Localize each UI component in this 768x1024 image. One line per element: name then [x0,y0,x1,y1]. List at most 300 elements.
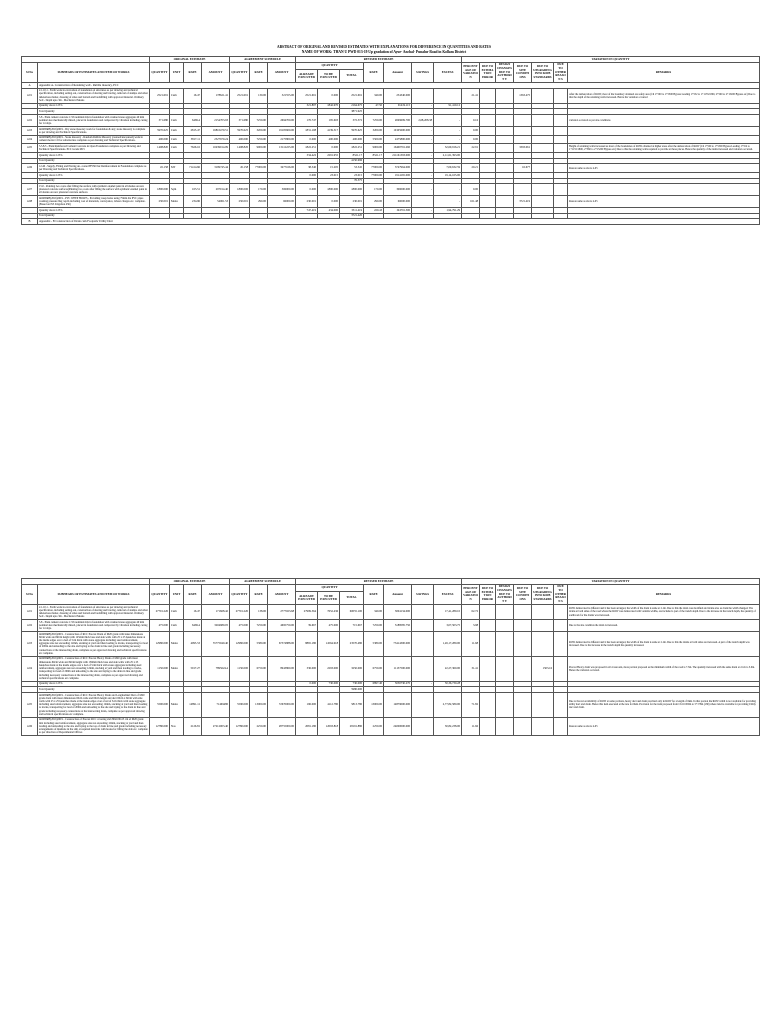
agmt-amount: 8943860.00 [268,656,296,681]
revised-amount: 2699699.700 [384,115,412,127]
remarks: variation occurred as per site conditions [568,115,760,127]
due-estimation [480,620,496,632]
savings [412,88,434,103]
orig-rate: 71414.66 [184,164,202,173]
agmt-quantity: 371.680 [230,115,250,127]
design-changes [496,604,514,619]
revised-rate: 77000.00 [364,164,384,173]
remarks: Precast Heavy drain was proposed in all crossroads, more portion proposed as the minimum width of the road is 7.3m. The quantity increased with the same drain at 2.1m to 3.0m. Hence the variation occurred. [568,656,760,681]
item-description: Total Quantity [38,213,150,219]
orig-rate: 16.47 [184,88,202,103]
orig-amount: 178621.41 [202,88,230,103]
agmt-quantity: 45.158 [230,164,250,173]
savings [412,164,434,173]
col-design-changes: DESIGN CHANGES DUE TO AUTHORIT Y [497,584,512,603]
agmt-amount: 2175800.00 [268,135,296,144]
orig-rate: 4095.53 [184,631,202,656]
unit: Cum [170,135,184,144]
revised-total: 3311.419 [340,208,364,214]
excess: 3,07,503.75 [434,620,462,632]
excess: - [434,126,462,135]
col-percent-variation: PERCENT AGE OF VARIATION [462,584,480,604]
item-description: Total Quantity [38,158,150,164]
revised-amount: 3747964.000 [384,164,412,173]
already-executed: 176.747 [296,115,318,127]
already-executed: 38.340 [296,164,318,173]
agmt-rate: 13000.00 [250,692,268,717]
agmt-amount: 2777023.68 [268,604,296,619]
due-site [514,126,532,135]
agmt-amount: 72670000.00 [268,692,296,717]
already-executed: 334.422 [296,152,318,158]
agmt-rate: 170.00 [250,184,268,196]
remarks [568,184,760,196]
agmt-quantity: 400.000 [230,135,250,144]
revised-rate: 6897.40 [364,681,384,687]
unit: Sqm [170,184,184,196]
to-be-executed: 4139.517 [318,126,340,135]
orig-amount: 2154703.93 [202,115,230,127]
due-other [554,631,568,656]
orig-amount: 297914.40 [202,184,230,196]
savings: - [412,681,434,687]
revised-total: 2521.691 [340,88,364,103]
agmt-quantity: 1800.000 [230,184,250,196]
agmt-amount: 4695750.00 [268,620,296,632]
savings: - [412,103,434,109]
col-unit: UNIT [170,584,184,604]
savings [412,692,434,717]
due-kifb [532,604,554,619]
due-other [554,88,568,103]
header-row [22,62,760,70]
col-savings: SAVINGS [412,584,434,604]
savings: - [412,152,434,158]
agmt-rate: 7250.00 [250,115,268,127]
section-sno: B [22,219,38,225]
unit: Metre [170,631,184,656]
due-other [554,184,568,196]
agmt-rate: 130.00 [250,88,268,103]
col-remarks: REMARKS [568,62,760,82]
agmt-amount: 13112225.00 [268,144,296,153]
revised-amount: 306000.000 [384,184,412,196]
agmt-quantity: 475.000 [230,620,250,632]
revised-total: 8521.17 [340,152,364,158]
revised-rate: 77000.00 [364,172,384,178]
item-description: Quantity above 125% [38,103,150,109]
agmt-rate: 7250.00 [250,620,268,632]
due-estimation [480,604,496,619]
orig-amount: 10439914.09 [202,144,230,153]
unit: Metre [170,656,184,681]
due-kifb [532,144,554,153]
col-agmt-rate: RATE [250,62,268,82]
design-changes [496,184,514,196]
due-site [514,184,532,196]
due-kifb [532,184,554,196]
orig-quantity: 230.001 [150,196,170,208]
agmt-rate: 77000.00 [250,164,268,173]
design-changes [496,164,514,173]
col-to-be-executed: TO BE EXECUTED [318,592,340,604]
sno: 4.04 [22,135,38,144]
revised-total: 53.545 [340,164,364,173]
to-be-executed: 7652.436 [318,604,340,619]
sno: 4.05 [22,144,38,153]
group-variation-in-quantity: VARIATION IN QUANTITY [462,57,760,63]
savings: - [412,208,434,214]
revised-amount: 254340.000 [384,88,412,103]
item-row [22,620,760,632]
revised-rate: 3200.00 [364,126,384,135]
due-kifb [532,164,554,173]
item-description: Quantity above 125% [38,172,150,178]
excess: 1,94,791.29 [434,208,462,214]
design-changes [496,88,514,103]
sno: 4.04 [22,656,38,681]
orig-rate: 7626.16 [184,144,202,153]
due-kifb [532,717,554,735]
work-name: NAME OF WORK: THAN U PWD 013-19 Up gradation of Ayur- Anchal- Punalur Road in Kollam District [301,50,467,54]
revised-rate: 170.00 [364,184,384,196]
group-agreement-schedule: AGREEMENT SCHEDULE [230,579,296,585]
savings [412,656,434,681]
item-row [22,144,760,153]
item-row [22,656,760,681]
orig-rate: 6469.4 [184,115,202,127]
agmt-rate: 7250.00 [250,135,268,144]
excess: 2,11,61,393.00 [434,152,462,158]
agmt-quantity: 230.001 [230,196,250,208]
agmt-amount: 28755000.00 [268,717,296,735]
remarks [568,126,760,135]
revised-amount: 1914165.000 [384,172,412,178]
agmt-rate: 290.00 [250,196,268,208]
revised-amount: 24000000.000 [384,717,412,735]
abstract-table-1 [21,56,760,225]
variation-percent: 0.00 [462,126,480,135]
due-site [514,692,532,717]
revised-total: 715.667 [340,620,364,632]
orig-quantity: 12780.000 [150,717,170,735]
orig-amount: 7895624.4 [202,656,230,681]
item-description: 2.1.10.1 - Earth work in excavation of foundation of structures as per drawing and technical specification, including setting out, construction of shoring and bracing, removal of stumps and other deleterious matter, dressing of sides and bottom and backfilling with approved material. Ordinary Soil - Depth upto 3m - Mechanical Means [39,89,148,102]
due-other [554,692,568,717]
revised-amount: 19105600.000 [384,126,412,135]
due-estimation [480,115,496,127]
due-kifb: 1503.16 [532,656,554,681]
remarks: Due to the site condition the drain is increased. [568,620,760,632]
item-description: 5.8 - Plain cement concrete 1:3:6 nominal mix in foundation with crushed stone aggregate 40 mm nominal size mechanically mixed, placed in foundation and compacted by vibration including curing for 14 days. [38,620,150,632]
to-be-executed: 2293.000 [318,656,340,681]
col-sno: Sl No [22,62,38,82]
due-site: 3721.419 [514,196,532,208]
agmt-quantity: 27791.226 [230,604,250,619]
col-agmt-amount: AMOUNT [268,584,296,604]
agmt-amount: 3477166.00 [268,164,296,173]
excess: 50,36,730.28 [434,681,462,687]
revised-total: 5980.000 [340,687,364,693]
sno: 4.03 [22,126,38,135]
design-changes [496,115,514,127]
revised-total: 76.575 [340,178,364,184]
already-executed: 0.000 [296,135,318,144]
unit: Cum [170,144,184,153]
agmt-quantity: 12980.000 [230,631,250,656]
remarks: Due to the non availability of ROW at some portions, heavy duct and drain provided only in ROW for a length of 6km. In that portion the ROW width is not available for providing utility duct and drain. Hence this item executed at the rate for 6km. Provision for the item proposed from Ch 16 000m to 5+178m (180) where land is available for providing Utility duct and drain. [568,692,760,717]
col-remarks: REMARKS [568,584,760,604]
due-other [554,144,568,153]
revised-amount: 3004134.000 [384,604,412,619]
revised-amount: 66000.000 [384,196,412,208]
document-title: ABSTRACT OF ORIGINAL AND REVISED ESTIMATES WITH EXPLANATIONS FOR DIFFERENCE IN QUANTITIES AND RATES [277,45,491,49]
due-site [514,604,532,619]
col-due-upgrading: DUE TO UPGRADING INTO KIFB STANDARDS [532,584,554,604]
variation-percent: 20.21 [462,164,480,173]
due-kifb [532,88,554,103]
due-site [514,656,532,681]
item-description: mORT&H(2016)2019 - PVC WEEP HOLES - Providing weep holes using 75mm dia PVC pipes working pressure 6kg /sqcm including cost of materials, conveyance, labour charges etc. complete. (Based on IS5 Irrigation 456) [38,196,150,208]
savings [412,144,434,153]
design-changes [496,135,514,144]
orig-rate: 2815.47 [184,126,202,135]
agmt-quantity: 12780.000 [230,717,250,735]
item-description: mORT&H(2016)2019 - Construction of RCC Precast Heavy Drain and Longitudinal Duct of M20 grade drain with inner dimensions 60cm wide and 60cm height and duct 60cm x 60cm with side walls with 25 x 25 haunches made at the inside edges over a bed of 5cm thick with stone aggregate including steel reinforcement, aggregate size not exceeding 12mm, stacking at yard and then loading to trucks, transporting for lead of 200m and unloading to the site and laying to the drain in line and grade including necessary connections at the intersecting drain, complete as per approved drawing and technical specifications etc complete. [38,692,150,717]
revised-total: 372.372 [340,115,364,127]
due-kifb [532,135,554,144]
due-other [554,717,568,735]
revised-total: 23570.480 [340,631,364,656]
header-row [22,584,760,592]
already-executed: 230.001 [296,196,318,208]
orig-amount: 2327679.24 [202,135,230,144]
col-sno: Sl No [22,584,38,604]
revised-amount: 5036730.270 [384,681,412,687]
orig-quantity: 1408.820 [150,144,170,153]
already-executed: 747.419 [296,208,318,214]
agmt-quantity: 1150.000 [230,656,250,681]
unit: Cum [170,620,184,632]
due-estimation [480,164,496,173]
revised-total: 5970.625 [340,126,364,135]
to-be-executed: 1800.000 [318,184,340,196]
already-executed: 196.000 [296,692,318,717]
variation-percent: 161.48 [462,196,480,208]
due-estimation [480,184,496,196]
revised-total: 4150.996 [340,158,364,164]
orig-quantity: 45.158 [150,164,170,173]
excess: - [434,184,462,196]
already-executed: 0.000 [296,681,318,687]
excess: 19,14,165.00 [434,172,462,178]
already-executed: 0.000 [296,184,318,196]
agmt-rate: 138.00 [250,604,268,619]
group-original-estimate: ORIGINAL ESTIMATE [150,57,230,63]
revised-total: 3250.000 [340,656,364,681]
group-revised-estimate: REVISED ESTIMATE [296,57,462,63]
revised-total: 1800.000 [340,184,364,196]
excess: 32,60,916.21 [434,144,462,153]
revised-total: 23.015 [340,172,364,178]
design-changes [496,717,514,735]
revised-rate: 5380.00 [364,631,384,656]
col-revised-total: TOTAL [340,592,364,604]
group-revised-estimate: REVISED ESTIMATE [296,579,462,585]
orig-amount: 16810479.51 [202,126,230,135]
variation-percent: 0.16 [462,115,480,127]
orig-amount: 3204689.05 [202,620,230,632]
excess [434,88,462,103]
unit: Metre [170,692,184,717]
agmt-quantity: 1408.820 [230,144,250,153]
item-description: 2.1.10.1 - Earth work in excavation of foundation of structures as per drawing and technical specification, including setting out, construction of shoring and bracing, removal of stumps and other deleterious matter, dressing of sides and bottom and backfilling with approved material. Ordinary Soil - Depth upto 3m - Mechanical Means [39,605,148,619]
revised-rate: 47.50 [364,103,384,109]
sno: 4.05 [22,692,38,717]
revised-amount: 16400791.260 [384,144,412,153]
savings [412,631,434,656]
sno: 4.08 [22,196,38,208]
orig-quantity: 1800.000 [150,184,170,196]
sno: 4.02 [22,115,38,127]
already-executed: 321.897 [296,103,318,109]
to-be-executed: 0.000 [318,88,340,103]
orig-rate: 6469.4 [184,620,202,632]
savings [412,604,434,619]
col-due-estimation: DUE TO ESTIMA TION ERROR [480,584,496,604]
item-row [22,196,760,208]
col-agmt-quantity: QUANTITY [230,62,250,82]
variation-percent: 0.00 [462,184,480,196]
col-percent-variation: PERCENT AGE OF VARIATION [462,62,480,82]
col-already-executed: ALREADY EXECUTED [296,592,318,604]
orig-rate: 5817.11 [184,135,202,144]
revised-amount: 11137500.000 [384,656,412,681]
orig-amount: 71469480 [202,692,230,717]
orig-rate: 165.51 [184,184,202,196]
col-due-site: DUE TO SITE CONDITIONS [514,62,532,82]
remarks: Reason same as above 4.05 [568,717,760,735]
sno: 4.07 [22,184,38,196]
col-design-changes: DESIGN CHANGES DUE TO AUTHORIT Y [497,62,512,81]
col-agmt-quantity: QUANTITY [230,584,250,604]
due-site [514,115,532,127]
revised-amount: 14879000.000 [384,692,412,717]
agmt-quantity: 5590.000 [230,692,250,717]
section-label: Appendix A- Construction of Retaining wall - Rubble masonry, PCC [38,82,760,88]
sno: 4.02 [22,620,38,632]
excess: - [434,196,462,208]
orig-quantity: 5590.000 [150,692,170,717]
due-site [514,631,532,656]
col-due-other: DUE TO OTHER REASON S [555,62,566,81]
remarks [568,135,760,144]
due-other [554,620,568,632]
design-changes [496,620,514,632]
agmt-rate: 9000.00 [250,144,268,153]
item-description: Quantity above 125% [38,152,150,158]
due-estimation [480,196,496,208]
due-kifb [532,631,554,656]
item-description: 12.40 - Supply, Fitting and Placing un- coated HYSD bar Reinforcement in Foundation complete as per Drawing and Technical Specifications. [38,164,150,173]
sno: 4.06 [22,717,38,735]
variation-percent: 71.82 [462,692,480,717]
item-description: 15.0 - Pointing two coats after filling the surface with synthetic enamel paint in all shades on new plastered concrete surfaces(Painting two coats after filling the surface with synthetic enamel paint in all shades on new plastered concrete surfaces [38,184,150,196]
variation-percent: 31.41 [462,656,480,681]
col-revised-total: TOTAL [340,70,364,82]
revised-total: 1822.251 [340,144,364,153]
remarks: ROW demarcated is different and it has been arranged, the width of the drain is same at 2.1m. Due to this the drain was modified and drains also as drain the width changed. The drains at both sides of the road where the ROW was demarcated with variable widths, are included a part of the trench depth. Due to the increase in the trench depth, the quantity of earthwork for the drains was increased. [568,604,760,619]
savings: - [412,172,434,178]
item-description: mORT&H(2016)2019 - Stone masonry - Random Rubble Masonry (coursed/uncoursed) work in cement mortar 1:6 for substructure complete as per drawing and Technical Specifications. [38,135,150,144]
revised-total: 28191.880 [340,717,364,735]
revised-total: 230.001 [340,196,364,208]
orig-rate: 14891.11 [184,692,202,717]
col-excess: EXCESS [434,62,462,82]
variation-percent: 11.68 [462,631,480,656]
excess: 1,26,17,280.00 [434,631,462,656]
unit: Cum [170,88,184,103]
remarks: Reason same as above 4.05 [568,196,760,208]
already-executed: 1831.108 [296,126,318,135]
col-due-upgrading: DUE TO UPGRADING INTO KIFB STANDARDS [532,62,554,82]
to-be-executed: 0.000 [318,144,340,153]
item-description: 5.5.8.3 - Plain/Reinforced Cement Concrete in Open Foundation complete as per Drawing and Technical Specifications. PCC Grade M15 [38,144,150,153]
orig-quantity: 5970.625 [150,126,170,135]
revised-total: 60055.100 [340,604,364,619]
col-subheads: SUBHEADS OF ESTIMATES AND ITEM OF WORKS [38,62,150,82]
unit: MT [170,164,184,173]
excess: 2,77,82,580.00 [434,692,462,717]
revised-rate: 340.00 [364,604,384,619]
agmt-amount: 67374888.00 [268,631,296,656]
variation-percent: 11.66 [462,717,480,735]
item-row [22,184,760,196]
item-description: Quantity above 125% [38,681,150,687]
variation-percent: 21.41 [462,88,480,103]
revised-rate: 2250.00 [364,717,384,735]
due-site: 16.677 [514,164,532,173]
col-already-executed: ALREADY EXECUTED [296,70,318,82]
revised-amount: 91419.115 [384,103,412,109]
agmt-rate: 2250.00 [250,717,268,735]
already-executed: 2521.691 [296,88,318,103]
revised-total: 5813.780 [340,692,364,717]
orig-rate: 234.96 [184,196,202,208]
revised-total: 3871.925 [340,109,364,115]
item-description: 5.8 - Plain cement concrete 1:3:6 nominal mix in foundation with crushed stone aggregate 40 mm nominal size mechanically mixed, placed in foundation and compacted by vibration including curing for 14 days. [38,115,150,127]
col-orig-rate: RATE [184,584,202,604]
item-row [22,631,760,656]
remarks: Height of retaining walls increased as most of the boundaries of ROW obtained at higher areas after the demarcation of ROW (Ch 1+500 to 1+5300 Bypass Leading 1+552 to 1+1155/1800, 2+560 to 2+15200 Bypass etc) Due to this the retaining walls required to provide at these places. Hence the quantity of the items increased and variation occurred. [568,144,760,153]
section-sno: A [22,82,38,88]
agmt-rate: 5380.00 [250,631,268,656]
col-due-estimation: DUE TO ESTIMA TION ERROR [480,62,496,82]
orig-amount: 171668.42 [202,604,230,619]
due-estimation [480,656,496,681]
revised-total: 730.000 [340,681,364,687]
due-site [514,717,532,735]
variation-percent: 22.91 [462,144,480,153]
savings [412,620,434,632]
due-estimation [480,631,496,656]
col-orig-amount: AMOUNT [202,584,230,604]
unit: Cum [170,604,184,619]
revised-rate: 9000.00 [364,144,384,153]
item-description: Quantity above 125% [38,208,150,214]
revised-rate: 340.00 [364,88,384,103]
savings [412,196,434,208]
